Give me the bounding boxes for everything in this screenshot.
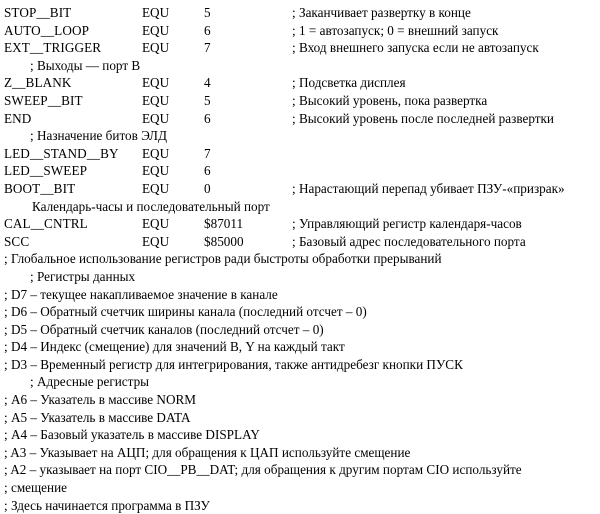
symbol-label: END	[4, 110, 32, 126]
code-line-equ	[4, 39, 600, 57]
comment-text: ; Назначение битов ЭЛД	[30, 128, 167, 144]
line-comment: ; Управляющий регистр календаря-часов	[292, 216, 522, 232]
code-line-comment	[4, 57, 600, 75]
symbol-value: 6	[204, 163, 211, 179]
code-line-comment	[4, 391, 600, 409]
symbol-label: EXT__TRIGGER	[4, 40, 102, 56]
comment-text: Календарь-часы и последовательный порт	[32, 198, 270, 214]
code-line-equ	[4, 92, 600, 110]
comment-text: ; смещение	[4, 480, 67, 496]
code-line-comment	[4, 268, 600, 286]
comment-text: ; D7 – текущее накапливаемое значение в канале	[4, 286, 278, 302]
symbol-value: 6	[204, 110, 211, 126]
code-line-comment	[4, 426, 600, 444]
code-line-comment	[4, 356, 600, 374]
code-line-equ	[4, 233, 600, 251]
code-line-comment	[4, 409, 600, 427]
comment-text: ; А6 – Указатель в массиве NORM	[4, 392, 196, 408]
directive-equ: EQU	[142, 40, 170, 56]
directive-equ: EQU	[142, 5, 170, 20]
code-line-equ	[4, 74, 600, 92]
line-comment: ; Высокий уровень, пока развертка	[292, 92, 488, 108]
comment-text: ; A2 – указывает на порт CIO__PB__DAT; для обращения к другим портам СIO используйте	[4, 462, 522, 478]
directive-equ: EQU	[142, 216, 170, 232]
comment-text: ; А5 – Указатель в массиве DATA	[4, 409, 191, 425]
code-line-comment	[4, 321, 600, 339]
code-line-equ	[4, 22, 600, 40]
line-comment: ; Высокий уровень после последней развертки	[292, 110, 554, 126]
directive-equ: EQU	[142, 180, 170, 196]
directive-equ: EQU	[142, 233, 170, 249]
symbol-label: BOOT__BIT	[4, 180, 76, 196]
symbol-label: LED__STAND__BY	[4, 145, 119, 161]
symbol-label: SWEEP__BIT	[4, 92, 83, 108]
comment-text: ; Здесь начинается программа в ПЗУ	[4, 497, 210, 513]
code-line-comment	[4, 338, 600, 356]
code-line-comment	[4, 461, 600, 479]
comment-text: ; D3 – Временный регистр для интегрирования, также антидребезг кнопки ПУСК	[4, 356, 463, 372]
symbol-label: SCC	[4, 233, 30, 249]
comment-text: ; Регистры данных	[30, 268, 136, 284]
symbol-value: 5	[204, 5, 211, 20]
code-line-equ	[4, 110, 600, 128]
comment-text: ; Выходы — порт В	[30, 57, 141, 73]
symbol-value: 5	[204, 92, 211, 108]
line-comment: ; Заканчивает развертку в конце	[292, 5, 471, 20]
symbol-value: 6	[204, 22, 211, 38]
symbol-value: 7	[204, 145, 211, 161]
code-line-equ	[4, 215, 600, 233]
line-comment: ; Подсветка дисплея	[292, 75, 406, 91]
symbol-value: $87011	[204, 216, 244, 232]
symbol-label: LED__SWEEP	[4, 163, 88, 179]
comment-text: ; А4 – Базовый указатель в массиве DISPLAY	[4, 427, 260, 443]
code-line-comment	[4, 373, 600, 391]
line-comment: ; Вход внешнего запуска если не автозапуск	[292, 40, 539, 56]
code-line-comment	[4, 198, 600, 216]
symbol-label: CAL__CNTRL	[4, 216, 88, 232]
symbol-value: $85000	[204, 233, 244, 249]
directive-equ: EQU	[142, 163, 170, 179]
line-comment: ; Нарастающий перепад убивает ПЗУ-«призрак»	[292, 180, 565, 196]
line-comment: ; Базовый адрес последовательного порта	[292, 233, 526, 249]
code-line-comment	[4, 497, 600, 514]
code-line-comment	[4, 286, 600, 304]
symbol-value: 7	[204, 40, 211, 56]
code-line-equ	[4, 180, 600, 198]
line-comment: ; 1 = автозапуск; 0 = внешний запуск	[292, 22, 499, 38]
code-line-comment	[4, 479, 600, 497]
comment-text: ; Глобальное использование регистров ради быстроты обработки прерываний	[4, 251, 442, 267]
comment-text: ; D5 – Обратный счетчик каналов (последний отсчет – 0)	[4, 321, 324, 337]
code-line-equ	[4, 162, 600, 180]
comment-text: ; A3 – Указывает на АЦП; для обращения к ЦАП используйте смещение	[4, 444, 411, 460]
code-line-comment	[4, 127, 600, 145]
code-line-equ	[4, 145, 600, 163]
comment-text: ; Адресные регистры	[30, 374, 150, 390]
symbol-label: Z__BLANK	[4, 75, 72, 91]
symbol-label: AUTO__LOOP	[4, 22, 90, 38]
directive-equ: EQU	[142, 75, 170, 91]
comment-text: ; D4 – Индекс (смещение) для значений В, Y на каждый такт	[4, 339, 345, 355]
directive-equ: EQU	[142, 145, 170, 161]
directive-equ: EQU	[142, 22, 170, 38]
symbol-value: 0	[204, 180, 211, 196]
directive-equ: EQU	[142, 110, 170, 126]
symbol-value: 4	[204, 75, 211, 91]
code-line-comment	[4, 303, 600, 321]
comment-text: ; D6 – Обратный счетчик ширины канала (последний отсчет – 0)	[4, 304, 367, 320]
directive-equ: EQU	[142, 92, 170, 108]
code-line-comment	[4, 444, 600, 462]
symbol-label: STOP__BIT	[4, 5, 72, 20]
code-line-equ	[4, 4, 600, 22]
code-line-comment	[4, 250, 600, 268]
